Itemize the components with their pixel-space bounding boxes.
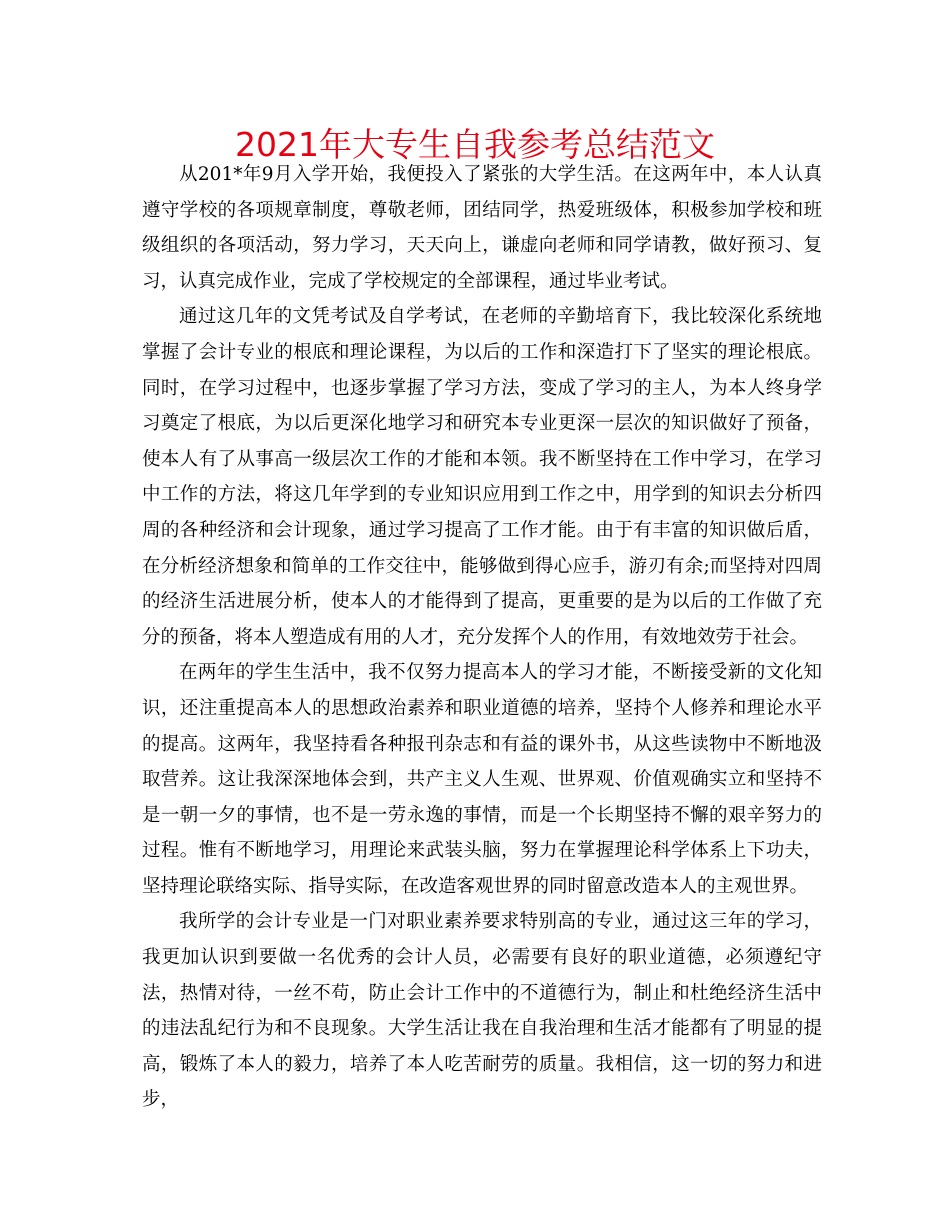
paragraph-1: 从201*年9月入学开始，我便投入了紧张的大学生活。在这两年中，本人认真遵守学校的各项规章制度，尊敬老师，团结同学，热爱班级体，积极参加学校和班级组织的各项活动，努力学习，天天向上，谦虚向老师和同学请教，做好预习、复习，认真完成作业，完成了学校规定的全部课程，通过毕业考试。 bbox=[142, 164, 822, 292]
paragraph-2: 通过这几年的文凭考试及自学考试，在老师的辛勤培育下，我比较深化系统地掌握了会计专业的根底和理论课程，为以后的工作和深造打下了坚实的理论根底。同时，在学习过程中，也逐步掌握了学习方法，变成了学习的主人，为本人终身学习奠定了根底，为以后更深化地学习和研究本专业更深一层次的知识做好了预备，使本人有了从事高一级层次工作的才能和本领。我不断坚持在工作中学习，在学习中工作的方法，将这几年学到的专业知识应用到工作之中，用学到的知识去分析四周的各种经济和会计现象，通过学习提高了工作才能。由于有丰富的知识做后盾，在分析经济想象和简单的工作交往中，能够做到得心应手，游刃有余;而坚持对四周的经济生活进展分析，使本人的才能得到了提高，更重要的是为以后的工作做了充分的预备，将本人塑造成有用的人才，充分发挥个人的作用，有效地效劳于社会。 bbox=[142, 306, 822, 648]
paragraph-4: 我所学的会计专业是一门对职业素养要求特别高的专业，通过这三年的学习，我更加认识到要做一名优秀的会计人员，必需要有良好的职业道德，必须遵纪守法，热情对待，一丝不苟，防止会计工作中的不道德行为，制止和杜绝经济生活中的违法乱纪行为和不良现象。大学生活让我在自我治理和生活才能都有了明显的提高，锻炼了本人的毅力，培养了本人吃苦耐劳的质量。我相信，这一切的努力和进步， bbox=[142, 911, 822, 1111]
document-title: 2021年大专生自我参考总结范文 bbox=[235, 125, 715, 164]
document-body bbox=[142, 157, 822, 1118]
paragraph-3: 在两年的学生生活中，我不仅努力提高本人的学习才能，不断接受新的文化知识，还注重提高本人的思想政治素养和职业道德的培养，坚持个人修养和理论水平的提高。这两年，我坚持看各种报刊杂志和有益的课外书，从这些读物中不断地汲取营养。这让我深深地体会到，共产主义人生观、世界观、价值观确实立和坚持不是一朝一夕的事情，也不是一劳永逸的事情，而是一个长期坚持不懈的艰辛努力的过程。惟有不断地学习，用理论来武装头脑，努力在掌握理论科学体系上下功夫，坚持理论联络实际、指导实际，在改造客观世界的同时留意改造本人的主观世界。 bbox=[142, 662, 822, 897]
